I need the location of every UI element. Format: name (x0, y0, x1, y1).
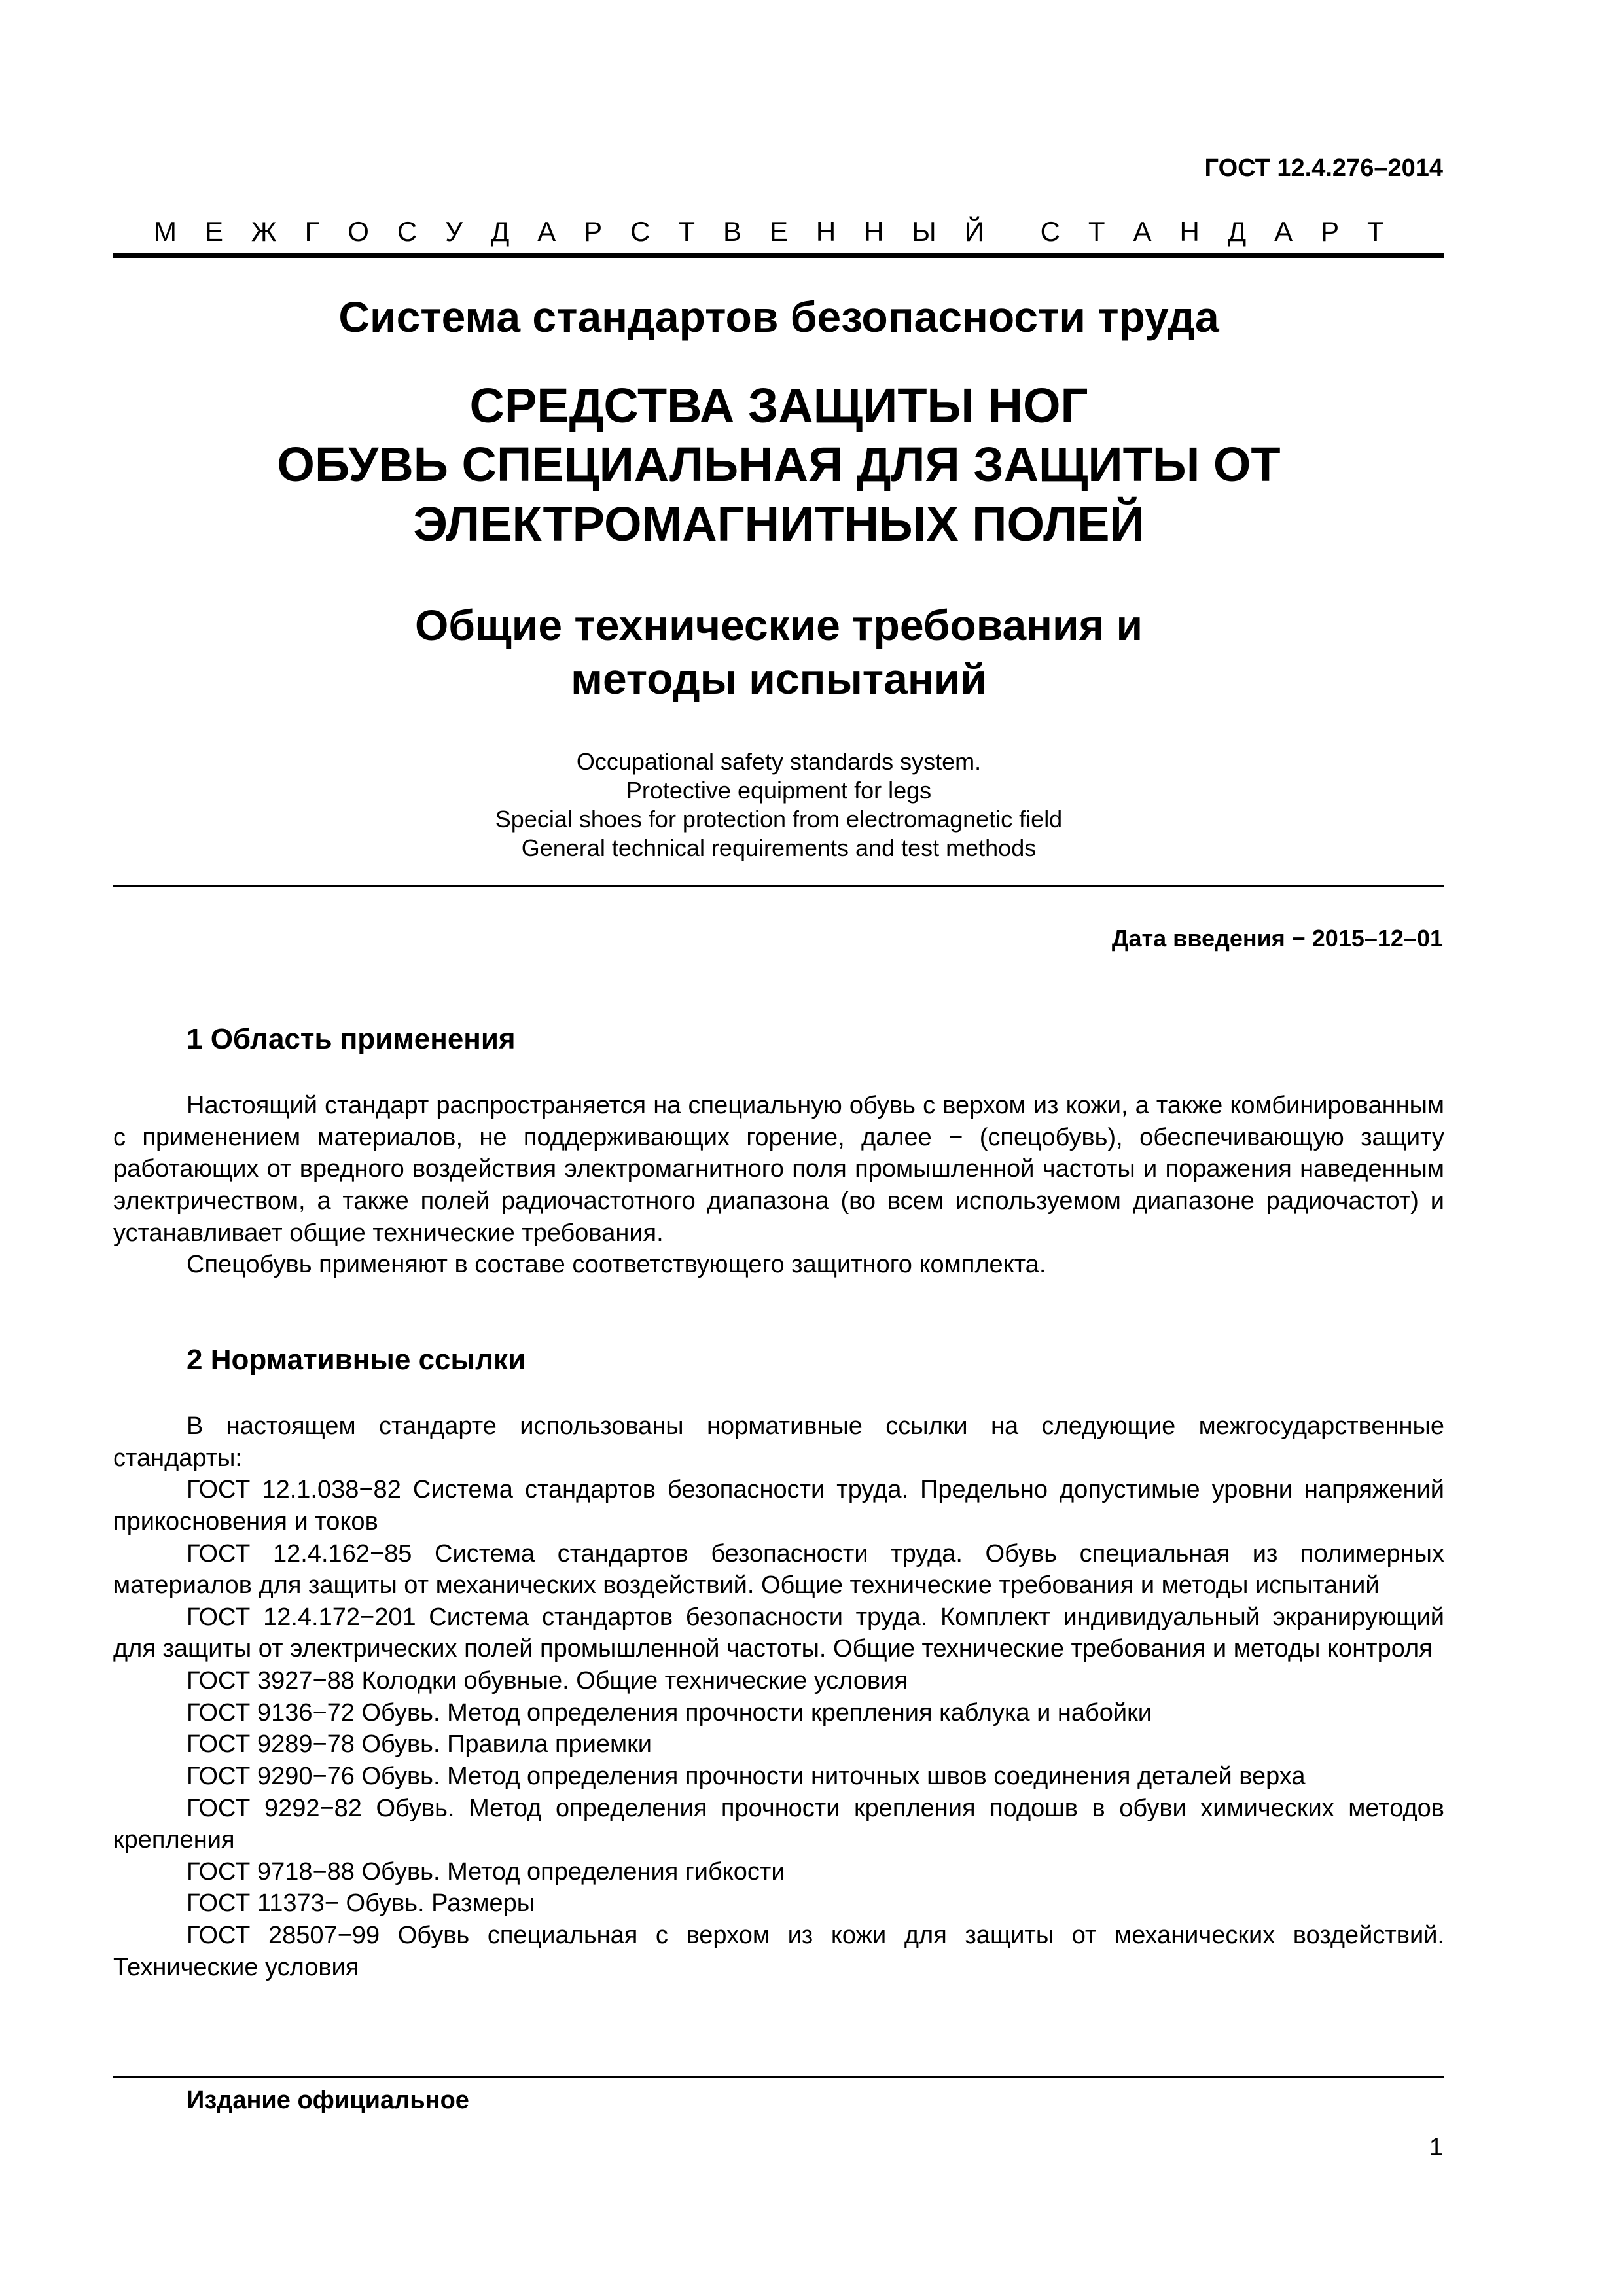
reference-item: ГОСТ 9136−72 Обувь. Метод определения прочности крепления каблука и набойки (187, 1698, 1152, 1727)
reference-item: ГОСТ 28507−99 Обувь специальная с верхом из кожи для защиты от механических воздействий. Технические условия (113, 1922, 1444, 1981)
label-letter: Е (769, 216, 788, 247)
document-code: ГОСТ 12.4.276–2014 (1204, 154, 1443, 182)
section-2-heading: 2 Нормативные ссылки (187, 1344, 526, 1376)
label-letter: Н (815, 216, 836, 247)
section-1-heading: 1 Область применения (187, 1023, 516, 1055)
subtitle: Общие технические требования и методы испытаний (414, 601, 1143, 703)
label-letter: Д (490, 216, 510, 247)
label-letter: Т (678, 216, 696, 247)
label-letter: Ы (912, 216, 936, 247)
paragraph: Спецобувь применяют в составе соответствующего защитного комплекта. (187, 1251, 1046, 1279)
reference-item: ГОСТ 9289−78 Обувь. Правила приемки (187, 1731, 652, 1759)
reference-item: ГОСТ 9718−88 Обувь. Метод определения гибкости (187, 1857, 785, 1886)
paragraph: Настоящий стандарт распространяется на специальную обувь с верхом из кожи, а также комбинированным с применением материалов, не поддерживающих горение, далее − (спецобувь), обеспечивающую защиту работающих от вредного воздействия электромагнитного поля промышленной частоты и поражения наведенным электричеством, а также полей радиочастотного диапазона (во всем используемом диапазоне радиочастот) и устанавливает общие технические требования. (113, 1092, 1444, 1247)
label-letter: А (1274, 216, 1293, 247)
label-letter: С (630, 216, 651, 247)
label-letter: Ж (251, 216, 277, 247)
label-letter: А (537, 216, 556, 247)
label-letter: Н (864, 216, 884, 247)
label-letter: Р (1321, 216, 1340, 247)
label-letter: У (445, 216, 463, 247)
edition-label: Издание официальное (187, 2087, 469, 2114)
reference-item: ГОСТ 3927−88 Колодки обувные. Общие технические условия (187, 1667, 908, 1695)
section-2-body (113, 1410, 1444, 1983)
label-letter: А (1133, 216, 1152, 247)
label-letter: М (154, 216, 177, 247)
label-letter: С (1040, 216, 1060, 247)
label-letter: Е (204, 216, 223, 247)
introduction-date: Дата введения − 2015–12–01 (1111, 925, 1443, 952)
label-letter: Р (584, 216, 603, 247)
reference-item: ГОСТ 12.4.162−85 Система стандартов безопасности труда. Обувь специальная из полимерных материалов для защиты от механических воздействий. Общие технические требования и методы испытаний (113, 1539, 1444, 1600)
page-number: 1 (1429, 2134, 1443, 2161)
reference-item: ГОСТ 12.4.172−201 Система стандартов безопасности труда. Комплект индивидуальный экранирующий для защиты от электрических полей промышленной частоты. Общие технические требования и методы контроля (113, 1603, 1444, 1663)
reference-item: ГОСТ 11373− Обувь. Размеры (187, 1890, 535, 1918)
label-letter: О (348, 216, 369, 247)
system-title: Система стандартов безопасности труда (338, 293, 1219, 341)
label-letter: Д (1227, 216, 1247, 247)
paragraph: В настоящем стандарте использованы нормативные ссылки на следующие межгосударственные стандарты: (113, 1412, 1444, 1472)
title-divider (113, 885, 1444, 887)
main-title: СРЕДСТВА ЗАЩИТЫ НОГ ОБУВЬ СПЕЦИАЛЬНАЯ ДЛЯ ЗАЩИТЫ ОТ ЭЛЕКТРОМАГНИТНЫХ ПОЛЕЙ (277, 378, 1281, 551)
reference-item: ГОСТ 9290−76 Обувь. Метод определения прочности ниточных швов соединения деталей верха (187, 1762, 1306, 1790)
interstate-standard-label (154, 216, 1384, 247)
section-1-body (113, 1090, 1444, 1281)
label-letter: Т (1367, 216, 1384, 247)
label-letter: В (722, 216, 741, 247)
label-letter: Т (1088, 216, 1105, 247)
label-letter: Й (964, 216, 984, 247)
label-letter: Н (1179, 216, 1200, 247)
header-divider (113, 253, 1444, 258)
label-letter: Г (304, 216, 320, 247)
label-letter: С (397, 216, 418, 247)
footer-divider (113, 2076, 1444, 2078)
reference-item: ГОСТ 12.1.038−82 Система стандартов безопасности труда. Предельно допустимые уровни напряжений прикосновения и токов (113, 1476, 1444, 1535)
english-title: Occupational safety standards system. Protective equipment for legs Special shoes for protection from electromagnetic field General technical requirements and test methods (495, 748, 1063, 861)
reference-item: ГОСТ 9292−82 Обувь. Метод определения прочности крепления подошв в обуви химических методов крепления (113, 1794, 1444, 1854)
